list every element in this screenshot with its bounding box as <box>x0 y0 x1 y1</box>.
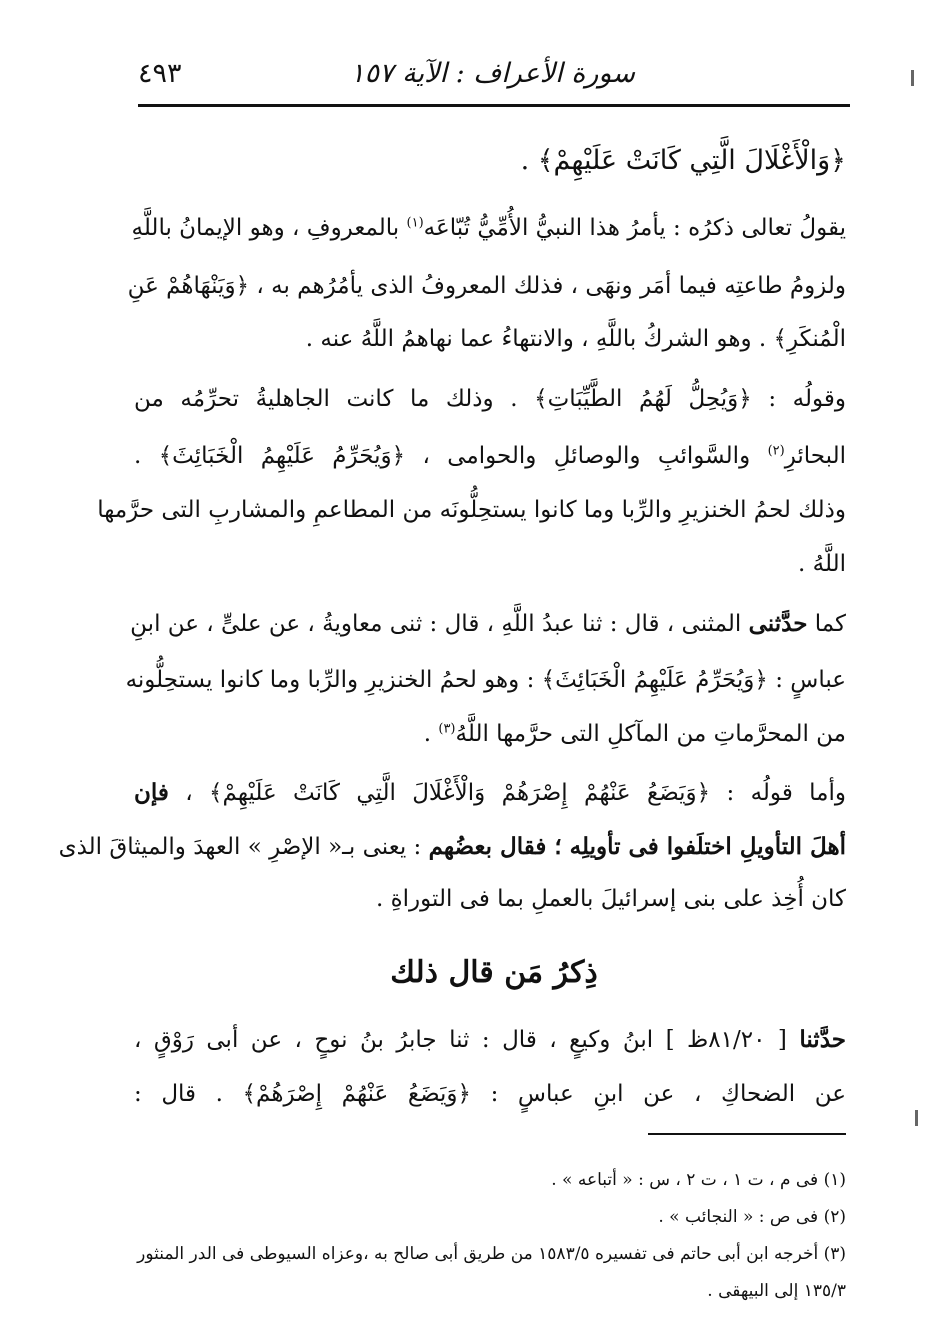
footnote: (١) فى م ، ت ١ ، ت ٢ ، س : « أتباعه » . <box>551 1170 846 1190</box>
footnote-ref: (٢) <box>767 443 785 459</box>
body-line: عن الضحاكِ ، عن ابنِ عباسٍ : ﴿وَيَضَعُ عَنْهُمْ إِصْرَهُمْ﴾ . قال : <box>134 1081 846 1107</box>
body-line: ولزومُ طاعتِه فيما أمَر ونهَى ، فذلك المعروفُ الذى يأمُرُهم به ، ﴿وَيَنْهَاهُمْ عَنِ <box>127 273 846 299</box>
body-line: اللَّهُ . <box>798 551 846 577</box>
verse-fragment-line: ﴿وَالْأَغْلَالَ الَّتِي كَانَتْ عَلَيْهِمْ﴾ . <box>520 145 846 176</box>
footnote: ١٣٥/٣ إلى البيهقى . <box>707 1281 846 1301</box>
footnote: (٣) أخرجه ابن أبى حاتم فى تفسيره ١٥٨٣/٥ من طريق أبى صالح به ،وعزاه السيوطى فى الدر المنثور <box>137 1244 846 1264</box>
chain-keyword: حدَّثنى <box>748 610 808 637</box>
running-header <box>138 50 850 104</box>
body-line: يقولُ تعالى ذكرُه : يأمرُ هذا النبيُّ الأُمِّيُّ تُبّاعَه$^{(١)}$ بالمعروفِ ، وهو الإيمانُ باللَّهِ <box>131 215 846 241</box>
body-line: وذلك لحمُ الخنزيرِ والرِّبا وما كانوا يستحِلُّونَه من المطاعمِ والمشاربِ التى حرَّمها <box>97 497 846 523</box>
body-line: كان أُخِذ على بنى إسرائيلَ بالعملِ بما فى التوراةِ . <box>375 886 846 912</box>
body-line: وأما قولُه : ﴿وَيَضَعُ عَنْهُمْ إِصْرَهُمْ وَالْأَغْلَالَ الَّتِي كَانَتْ عَلَيْهِمْ﴾ ، فإن <box>134 779 846 806</box>
margin-mark <box>915 1110 918 1126</box>
footnote-ref: (١) <box>406 215 424 231</box>
body-line: الْمُنكَرِ﴾ . وهو الشركُ باللَّهِ ، والانتهاءُ عما نهاهمُ اللَّهُ عنه . <box>305 326 846 352</box>
margin-mark <box>911 70 914 86</box>
section-heading: ذِكرُ مَن قال ذلك <box>390 955 598 990</box>
page-number: ٤٩٣ <box>138 58 182 89</box>
body-line: من المحرَّماتِ من المآكلِ التى حرَّمها اللَّهُ$^{(٣)}$ . <box>423 721 846 747</box>
footnote-separator <box>648 1133 846 1135</box>
footnote: (٢) فى ص : « النجائب » . <box>658 1207 846 1227</box>
running-header-title: سورة الأعراف : الآية ١٥٧ <box>350 58 635 89</box>
body-line: حدَّثنا [ ٨١/٢٠ظ ] ابنُ وكيعٍ ، قال : ثنا جابرُ بنُ نوحٍ ، عن أبى رَوْقٍ ، <box>134 1026 846 1053</box>
body-line: كما حدَّثنى المثنى ، قال : ثنا عبدُ اللَّهِ ، قال : ثنى معاويةُ ، عن علىٍّ ، عن ابنِ <box>130 610 846 637</box>
chain-keyword: حدَّثنا <box>799 1026 846 1053</box>
header-rule <box>138 104 850 107</box>
footnote-ref: (٣) <box>438 721 456 737</box>
body-line: أهلَ التأويلِ اختلَفوا فى تأويلِه ؛ فقال بعضُهم : يعنى بـ« الإصْرِ » العهدَ والميثاقَ الذى <box>58 833 846 860</box>
body-line: البحائرِ$^{(٢)}$ والسَّوائبِ والوصائلِ والحوامى ، ﴿وَيُحَرِّمُ عَلَيْهِمُ الْخَبَائِثَ﴾ . <box>134 443 846 469</box>
body-line: عباسٍ : ﴿وَيُحَرِّمُ عَلَيْهِمُ الْخَبَائِثَ﴾ : وهو لحمُ الخنزيرِ والرِّبا وما كانوا يستحِلُّونه <box>125 667 846 693</box>
body-line: وقولُه : ﴿وَيُحِلُّ لَهُمُ الطَّيِّبَاتِ﴾ . وذلك ما كانت الجاهليةُ تحرِّمُه من <box>134 386 846 412</box>
